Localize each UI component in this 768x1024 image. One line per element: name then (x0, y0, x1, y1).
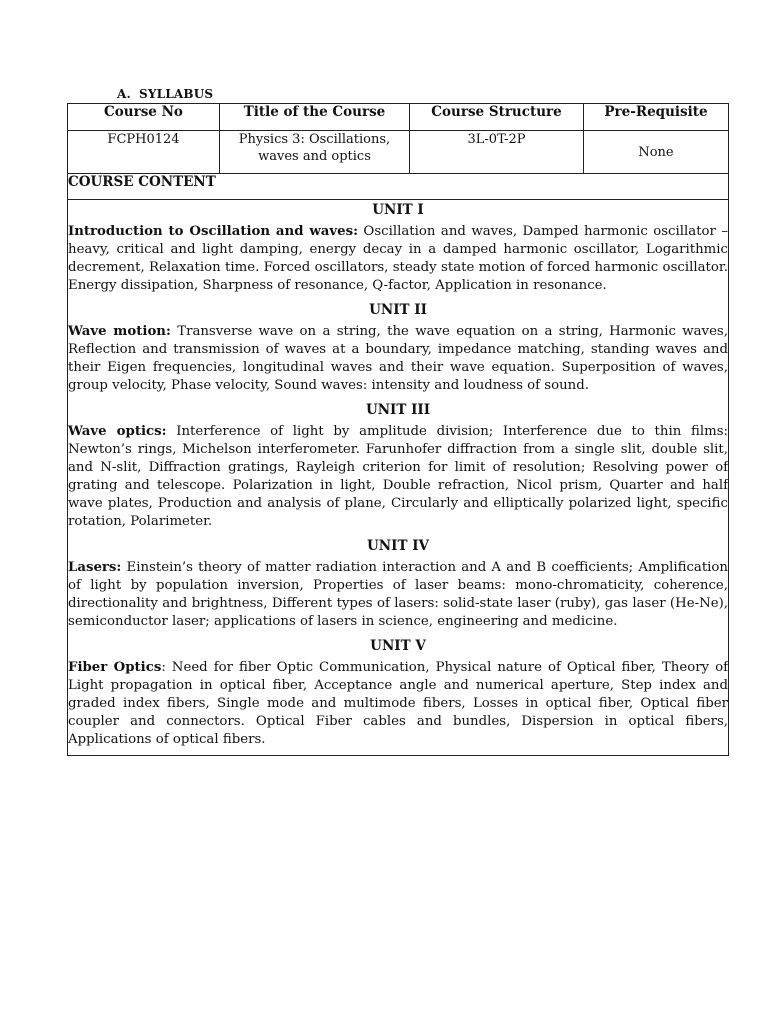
unit-topic: Wave motion: (68, 324, 171, 339)
course-content-heading-row (68, 174, 729, 200)
unit-title: UNIT III (365, 402, 431, 418)
unit-description (68, 423, 728, 531)
unit-title: UNIT V (370, 638, 426, 654)
unit-description (68, 559, 728, 631)
unit-block (68, 401, 728, 531)
header-course-title: Title of the Course (220, 104, 410, 131)
unit-text: : Need for fiber Optic Communication, Physical nature of Optical fiber, Theory of Light propagation in optical fiber, Acceptance angle and numerical aperture, Step index and graded index fibers, Single mode and multimode fibers, Losses in optical fiber, Optical fiber coupler and connectors. Optical Fiber cables and bundles, Dispersion in optical fibers, Applications of optical fibers. (68, 660, 728, 747)
unit-title: UNIT IV (367, 538, 429, 554)
table-header-row (68, 104, 729, 131)
course-content-heading: COURSE CONTENT (68, 174, 729, 200)
section-heading (117, 87, 213, 101)
unit-text: Oscillation and waves, Damped harmonic oscillator – heavy, critical and light damping, energy decay in a damped harmonic oscillator, Logarithmic decrement, Relaxation time. Forced oscillators, steady state motion of forced harmonic oscillator. Energy dissipation, Sharpness of resonance, Q-factor, Application in resonance. (68, 224, 728, 293)
unit-description (68, 323, 728, 395)
unit-description (68, 223, 728, 295)
course-title-line2: waves and optics (258, 149, 371, 164)
unit-text: Interference of light by amplitude division; Interference due to thin films: Newton’s rings, Michelson interferometer. Farunhofer diffraction from a single slit, double slit, and N-slit, Diffraction gratings, Rayleigh criterion for limit of resolution; Resolving power of grating and telescope. Polarization in light, Double refraction, Nicol prism, Quarter and half wave plates, Production and analysis of plane, Circularly and elliptically polarized light, specific rotation, Polarimeter. (68, 424, 728, 529)
unit-title: UNIT I (372, 202, 424, 218)
table-row (68, 131, 729, 174)
syllabus-table (67, 103, 729, 756)
unit-text: Einstein’s theory of matter radiation interaction and A and B coefficients; Amplification of light by population inversion, Properties of laser beams: mono-chromaticity, coherence, directionality and brightness, Different types of lasers: solid-state laser (ruby), gas laser (He-Ne), semiconductor laser; applications of lasers in science, engineering and medicine. (68, 560, 728, 629)
course-structure-cell: 3L-0T-2P (410, 131, 584, 174)
unit-topic: Lasers: (68, 560, 122, 575)
unit-block (68, 201, 728, 295)
unit-block (68, 637, 728, 749)
course-content-body (68, 200, 729, 756)
unit-description (68, 659, 728, 749)
section-letter: A. (117, 87, 131, 101)
course-no-cell: FCPH0124 (68, 131, 220, 174)
course-title-cell (220, 131, 410, 174)
section-title: SYLLABUS (139, 87, 214, 101)
unit-topic: Fiber Optics (68, 660, 162, 675)
course-content-body-row (68, 200, 729, 756)
course-title-line1: Physics 3: Oscillations, (238, 132, 391, 147)
unit-topic: Wave optics: (68, 424, 167, 439)
header-course-structure: Course Structure (410, 104, 584, 131)
unit-title: UNIT II (369, 302, 427, 318)
unit-text: Transverse wave on a string, the wave equation on a string, Harmonic waves, Reflection and transmission of waves at a boundary, impedance matching, standing waves and their Eigen frequencies, longitudinal waves and their wave equation. Superposition of waves, group velocity, Phase velocity, Sound waves: intensity and loudness of sound. (68, 324, 728, 393)
header-course-no: Course No (68, 104, 220, 131)
unit-block (68, 537, 728, 631)
prerequisite-cell: None (584, 131, 729, 174)
header-prerequisite: Pre-Requisite (584, 104, 729, 131)
unit-block (68, 301, 728, 395)
unit-topic: Introduction to Oscillation and waves: (68, 224, 358, 239)
